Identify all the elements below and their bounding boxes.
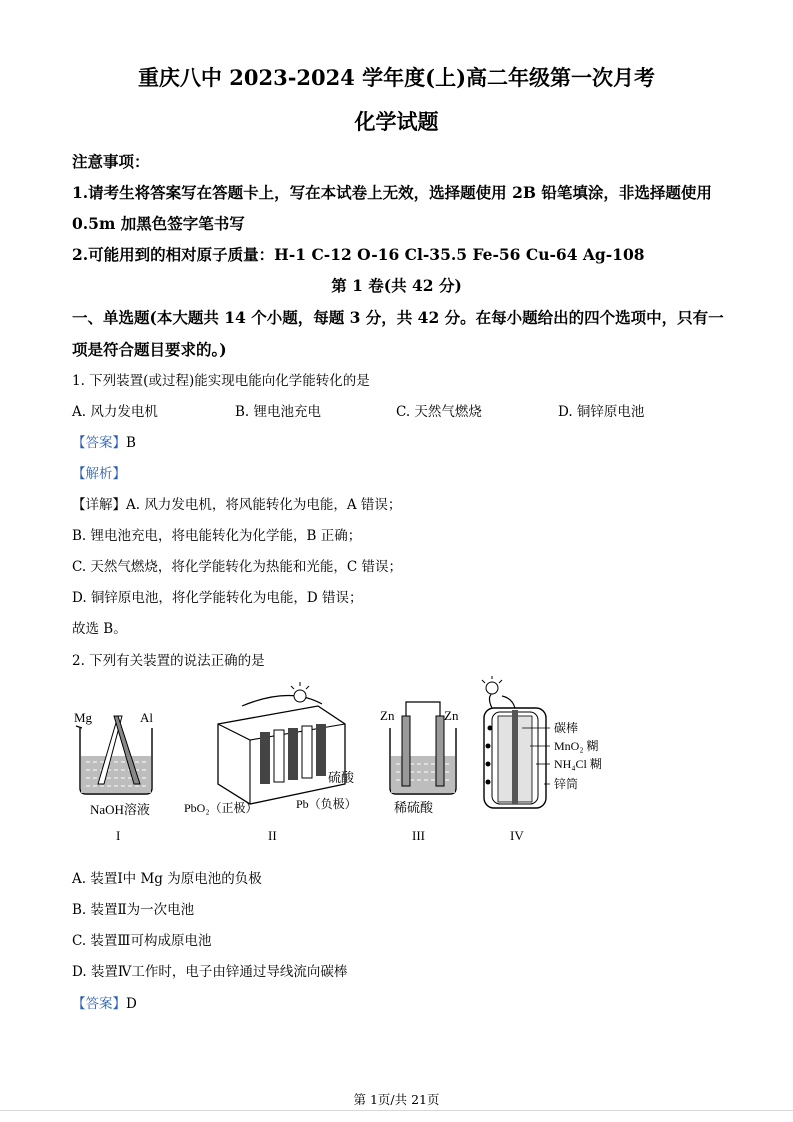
q1-option-a: A. 风力发电机 (72, 404, 158, 420)
q1-detail-c: C. 天然气燃烧，将化学能转化为热能和光能，C 错误； (72, 559, 403, 575)
q2-stem: 2. 下列有关装置的说法正确的是 (72, 653, 265, 669)
q2-option-d: D. 装置Ⅳ工作时，电子由锌通过导线流向碳棒 (72, 964, 348, 980)
fig2-neg: Pb（负极） (296, 797, 357, 811)
q2-option-b: B. 装置Ⅱ为一次电池 (72, 902, 195, 918)
exam-title: 重庆八中 2023-2024 学年度(上)高二年级第一次月考 (137, 65, 656, 90)
q2-answer: D (126, 996, 137, 1012)
fig-3-beaker (380, 702, 459, 843)
fig1-right-label: Al (140, 710, 153, 725)
q1-detail-a: A. 风力发电机，将风能转化为电能，A 错误； (126, 497, 402, 513)
notice-heading: 注意事项： (72, 152, 150, 171)
q1-option-d: D. 铜锌原电池 (558, 404, 645, 420)
q2-answer-line (72, 992, 137, 1012)
q2-apparatus-figure (60, 676, 660, 848)
section-line-1: 一、单选题(本大题共 14 个小题，每题 3 分，共 42 分。在每小题给出的四个选项中，只有一 (72, 308, 724, 327)
q1-conclusion: 故选 B。 (72, 621, 127, 637)
q1-answer: B (126, 435, 136, 451)
fig3-roman: III (412, 828, 425, 843)
q2-option-c: C. 装置Ⅲ可构成原电池 (72, 933, 212, 949)
fig2-pos: PbO₂（正极） (184, 801, 258, 815)
answer-tag: 【答案】 (72, 435, 126, 451)
q1-detail-b: B. 锂电池充电，将电能转化为化学能，B 正确； (72, 528, 362, 544)
fig2-acid: 硫酸 (328, 770, 355, 785)
fig1-solution: NaOH溶液 (90, 802, 150, 817)
notice-line-2: 0.5m 加黑色签字笔书写 (72, 214, 245, 233)
answer-tag: 【答案】 (72, 996, 126, 1012)
section-line-2: 项是符合题目要求的。) (72, 340, 227, 359)
fig-4-dry-cell (482, 676, 602, 843)
volume-heading: 第 1 卷(共 42 分) (331, 276, 462, 295)
fig3-left-label: Zn (380, 708, 395, 723)
fig-1-beaker (74, 710, 153, 843)
fig4-label-mno2: MnO₂ 糊 (554, 739, 599, 753)
fig4-label-nh4cl: NH₄Cl 糊 (554, 757, 602, 771)
q1-option-c: C. 天然气燃烧 (396, 404, 482, 420)
q1-stem: 1. 下列装置(或过程)能实现电能向化学能转化的是 (72, 373, 370, 389)
exam-subject: 化学试题 (354, 109, 439, 134)
fig2-roman: II (268, 828, 277, 843)
q2-option-a: A. 装置Ⅰ中 Mg 为原电池的负极 (72, 871, 262, 887)
detail-tag: 【详解】 (72, 497, 126, 513)
fig3-solution: 稀硫酸 (394, 800, 434, 815)
notice-line-3: 2.可能用到的相对原子质量：H-1 C-12 O-16 Cl-35.5 Fe-56 Cu-64 Ag-108 (72, 245, 645, 264)
fig1-roman: I (116, 828, 121, 843)
q1-detail-d: D. 铜锌原电池，将化学能转化为电能，D 错误； (72, 590, 363, 606)
fig4-label-zinc: 锌筒 (554, 777, 579, 791)
q1-option-b: B. 锂电池充电 (235, 404, 322, 420)
fig4-roman: IV (510, 828, 524, 843)
fig-2-lead-battery (184, 682, 357, 843)
q1-answer-line (72, 431, 136, 451)
q1-detail-a-line (72, 493, 401, 513)
notice-line-1: 1.请考生将答案写在答题卡上，写在本试卷上无效，选择题使用 2B 铅笔填涂，非选择题使用 (72, 183, 712, 202)
analysis-tag: 【解析】 (72, 466, 126, 482)
fig1-left-label: Mg (74, 710, 93, 725)
page-number: 第 1页/共 21页 (353, 1092, 440, 1107)
fig4-label-carbon: 碳棒 (554, 721, 579, 735)
fig3-right-label: Zn (444, 708, 459, 723)
footer-divider (0, 1110, 793, 1111)
